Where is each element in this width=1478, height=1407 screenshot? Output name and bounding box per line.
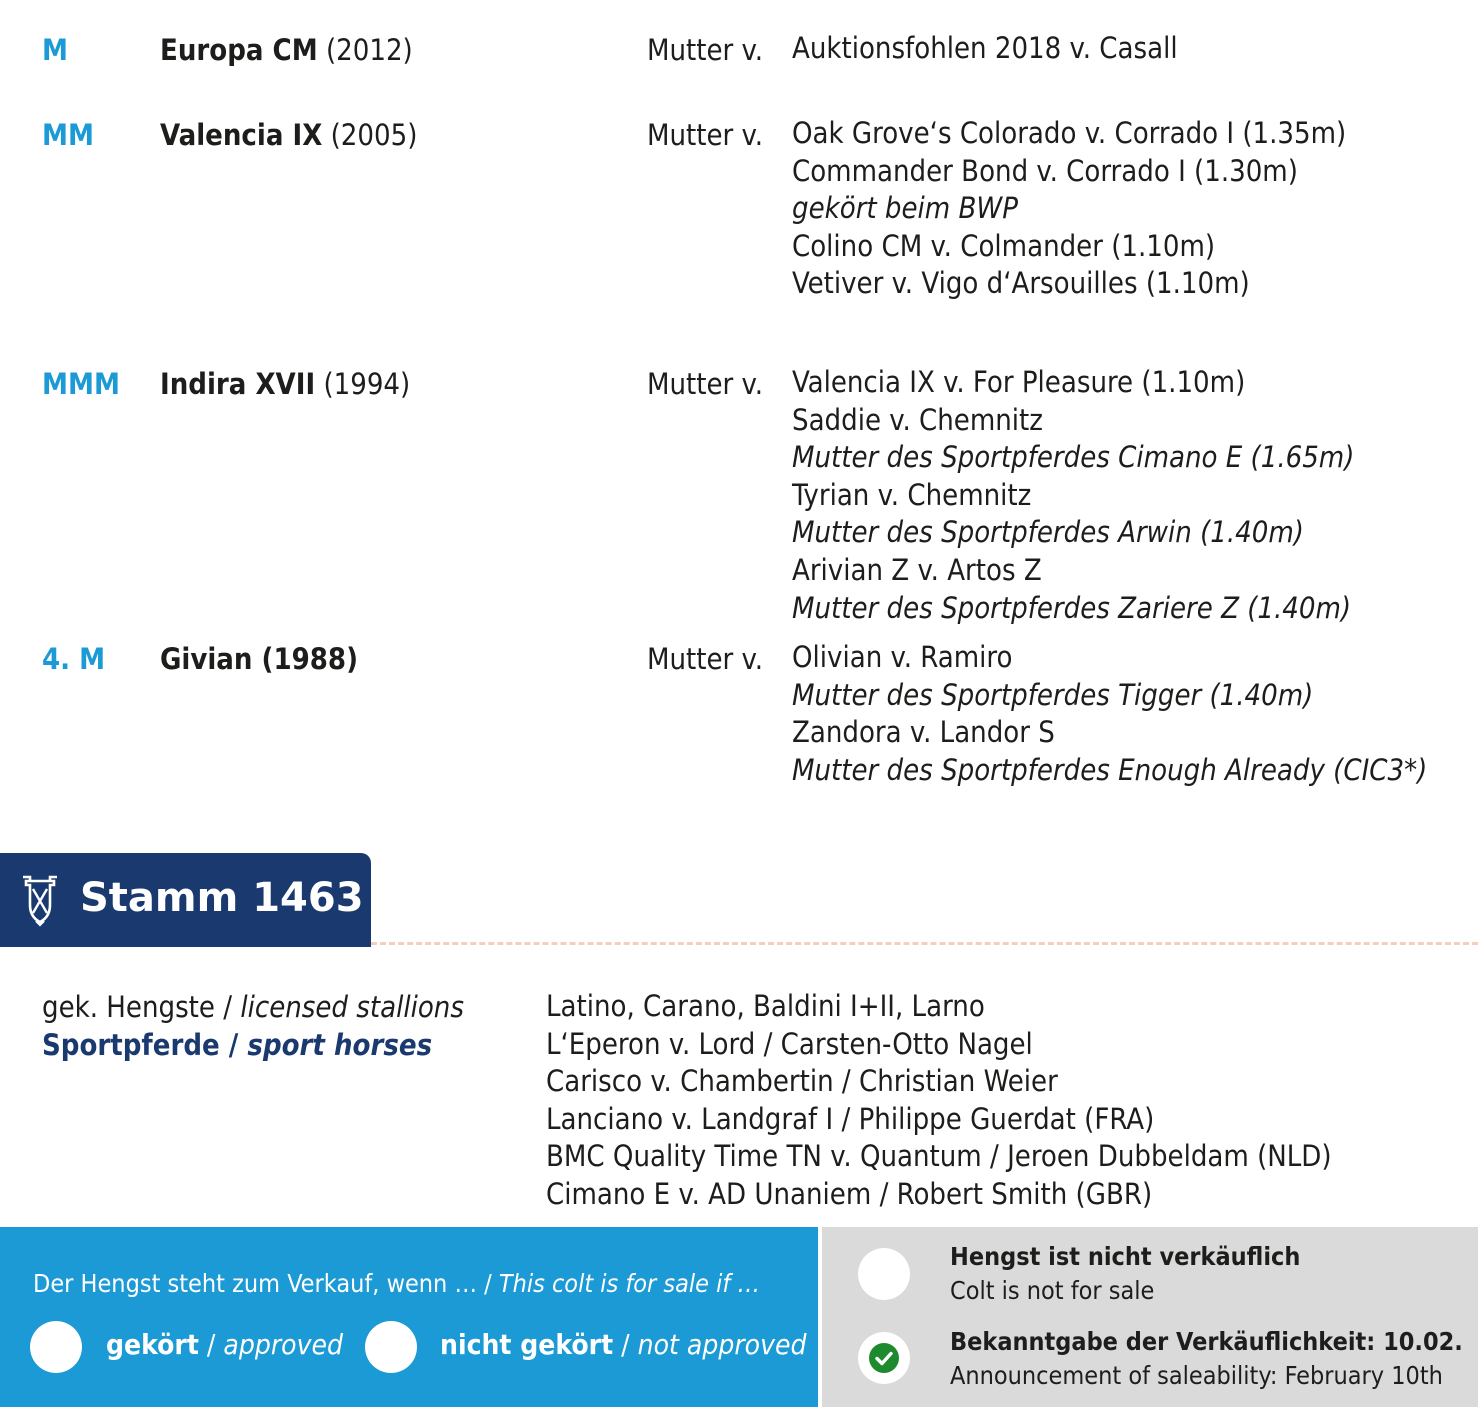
offspring-item: Colino CM v. Colmander (1.10m) [792,228,1216,263]
separator: / [198,1328,224,1361]
relation-label: Mutter v. [647,367,764,401]
separator: / [476,1269,499,1298]
offspring-list [792,639,1427,789]
sport-horse-item: L‘Eperon v. Lord / Carsten-Otto Nagel [546,1026,1033,1061]
approved-label-en: approved [223,1328,343,1361]
relation-label: Mutter v. [647,33,764,67]
stallions-label-en: licensed stallions [240,990,464,1024]
sport-horse-item: Carisco v. Chambertin / Christian Weier [546,1064,1058,1099]
mare-name [160,33,413,67]
not-approved-label-de: nicht gekört [440,1328,614,1361]
offspring-note: Mutter des Sportpferdes Cimano E (1.65m) [792,440,1355,475]
not-for-sale-text [950,1240,1300,1308]
sport-horse-item: Cimano E v. AD Unaniem / Robert Smith (GBR) [546,1176,1153,1211]
mare-year: (2012) [325,33,413,67]
separator: / [219,1028,248,1062]
announcement-radio[interactable] [858,1332,910,1384]
sport-label-de: Sportpferde [42,1028,220,1062]
sale-conditions-panel [0,1227,818,1407]
offspring-list [792,115,1346,303]
sport-horse-item: Lanciano v. Landgraf I / Philippe Guerdat (FRA) [546,1101,1155,1136]
stamm-title: Stamm 1463 [80,875,364,921]
shield-crest-icon [20,875,60,931]
generation-label: M [42,33,68,67]
mare-name-bold: Europa CM [160,33,318,67]
check-icon [869,1343,899,1377]
stallions-value: Latino, Carano, Baldini I+II, Larno [546,989,985,1023]
approved-label [106,1328,343,1361]
relation-label: Mutter v. [647,118,764,152]
mare-name [160,367,410,401]
not-approved-radio[interactable] [365,1321,417,1373]
not-approved-label-en: not approved [637,1328,807,1361]
offspring-note: Mutter des Sportpferdes Arwin (1.40m) [792,515,1304,550]
mare-name [160,642,358,676]
sport-horse-item: BMC Quality Time TN v. Quantum / Jeroen Dubbeldam (NLD) [546,1139,1332,1174]
saleability-status-panel [822,1227,1478,1407]
offspring-note: Mutter des Sportpferdes Tigger (1.40m) [792,677,1314,712]
sale-title-en: This colt is for sale if … [498,1269,760,1298]
offspring-item: Valencia IX v. For Pleasure (1.10m) [792,365,1246,399]
not-for-sale-radio[interactable] [858,1248,910,1300]
approved-label-de: gekört [106,1328,199,1361]
offspring-item: Zandora v. Landor S [792,715,1055,750]
sport-label-en: sport horses [247,1028,433,1062]
sport-horses-label [42,1026,464,1064]
offspring-note: Mutter des Sportpferdes Enough Already (CIC3*) [792,752,1428,787]
generation-label: 4. M [42,642,106,676]
stallions-label [42,988,464,1026]
offspring-item: Commander Bond v. Corrado I (1.30m) [792,153,1298,188]
offspring-list [792,30,1178,68]
offspring-note: Mutter des Sportpferdes Zariere Z (1.40m) [792,590,1352,625]
not-for-sale-en: Colt is not for sale [950,1276,1155,1305]
mare-year: (1994) [323,367,411,401]
separator: / [214,990,241,1024]
stamm-header [0,853,371,947]
offspring-item: Vetiver v. Vigo d‘Arsouilles (1.10m) [792,266,1250,301]
offspring-item: Tyrian v. Chemnitz [792,477,1032,512]
mare-name-bold: Givian (1988) [160,642,359,676]
offspring-note: gekört beim BWP [792,191,1018,226]
generation-label: MMM [42,367,120,401]
announcement-en: Announcement of saleability: February 10th [950,1361,1443,1390]
not-approved-label [440,1328,806,1361]
stamm-values [546,988,1332,1214]
stamm-labels [42,988,464,1064]
announcement-text [950,1325,1463,1393]
not-for-sale-de: Hengst ist nicht verkäuflich [950,1242,1301,1271]
mare-name-bold: Valencia IX [160,118,323,152]
mare-name-bold: Indira XVII [160,367,316,401]
relation-label: Mutter v. [647,642,764,676]
offspring-item: Auktionsfohlen 2018 v. Casall [792,31,1178,65]
generation-label: MM [42,118,94,152]
offspring-item: Olivian v. Ramiro [792,640,1013,674]
offspring-item: Oak Grove‘s Colorado v. Corrado I (1.35m) [792,116,1347,150]
section-divider [371,942,1478,945]
separator: / [613,1328,638,1361]
offspring-item: Saddie v. Chemnitz [792,402,1043,437]
offspring-item: Arivian Z v. Artos Z [792,552,1042,587]
approved-radio[interactable] [30,1321,82,1373]
announcement-de: Bekanntgabe der Verkäuflichkeit: 10.02. [950,1327,1463,1356]
mare-name [160,118,417,152]
offspring-list [792,364,1354,627]
sale-title-de: Der Hengst steht zum Verkauf, wenn … [33,1269,477,1298]
sale-title [33,1269,760,1298]
mare-year: (2005) [330,118,418,152]
stallions-label-de: gek. Hengste [42,990,215,1024]
